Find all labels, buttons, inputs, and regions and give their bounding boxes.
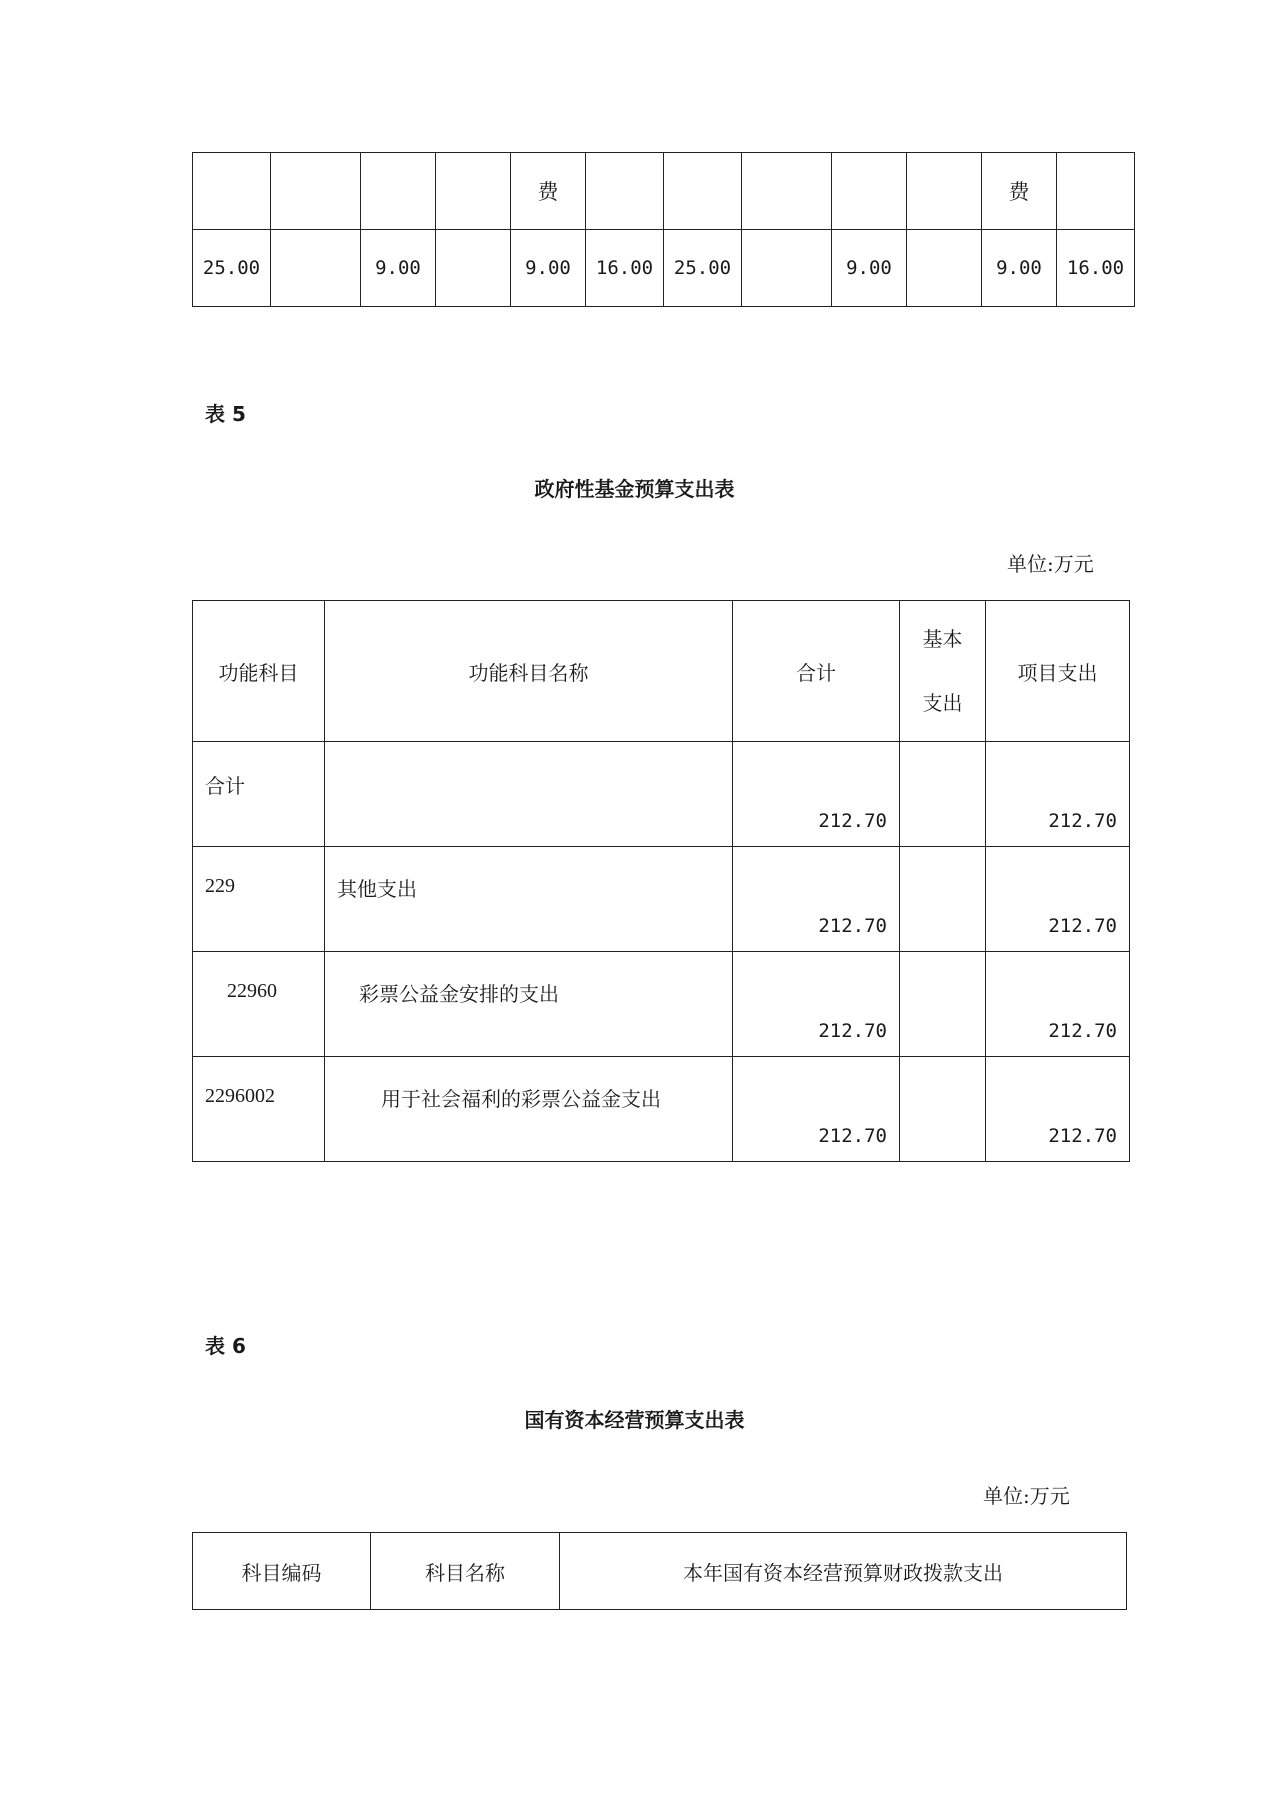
row-basic xyxy=(900,847,986,952)
fragment-header-cell: 费 xyxy=(982,153,1057,230)
header-subject-name: 科目名称 xyxy=(371,1533,560,1610)
fragment-header-cell xyxy=(193,153,271,230)
header-subject-code: 科目编码 xyxy=(193,1533,371,1610)
header-project-expenditure: 项目支出 xyxy=(986,601,1130,742)
table5-header-row xyxy=(193,601,1130,742)
header-basic-line2: 支出 xyxy=(922,691,963,715)
fragment-value-cell: 16.00 xyxy=(586,230,664,307)
fragment-header-cell xyxy=(436,153,511,230)
fragment-value-cell xyxy=(436,230,511,307)
row-project: 212.70 xyxy=(986,742,1130,847)
row-total: 212.70 xyxy=(733,742,900,847)
row-name: 用于社会福利的彩票公益金支出 xyxy=(325,1057,733,1162)
row-code: 229 xyxy=(193,847,325,952)
fragment-value-cell xyxy=(907,230,982,307)
table6-unit: 单位:万元 xyxy=(983,1484,1070,1508)
row-project: 212.70 xyxy=(986,1057,1130,1162)
fragment-value-cell: 25.00 xyxy=(193,230,271,307)
fragment-value-cell: 9.00 xyxy=(982,230,1057,307)
row-code: 合计 xyxy=(193,742,325,847)
row-project: 212.70 xyxy=(986,952,1130,1057)
row-project: 212.70 xyxy=(986,847,1130,952)
row-code: 22960 xyxy=(193,952,325,1057)
table5-label: 表 5 xyxy=(205,402,246,426)
fragment-header-row xyxy=(193,153,1135,230)
fragment-header-cell xyxy=(361,153,436,230)
fragment-header-cell xyxy=(1057,153,1135,230)
fragment-value-cell: 16.00 xyxy=(1057,230,1135,307)
fragment-header-cell xyxy=(742,153,832,230)
fragment-header-cell: 费 xyxy=(511,153,586,230)
table5-unit: 单位:万元 xyxy=(1007,552,1094,576)
header-appropriation-expenditure: 本年国有资本经营预算财政拨款支出 xyxy=(560,1533,1127,1610)
fragment-value-cell: 9.00 xyxy=(832,230,907,307)
row-basic xyxy=(900,1057,986,1162)
row-code: 2296002 xyxy=(193,1057,325,1162)
fragment-header-cell xyxy=(832,153,907,230)
row-name xyxy=(325,742,733,847)
table-row xyxy=(193,742,1130,847)
fragment-header-cell xyxy=(271,153,361,230)
fragment-value-cell: 9.00 xyxy=(361,230,436,307)
table6-header-row xyxy=(193,1533,1127,1610)
row-basic xyxy=(900,742,986,847)
table6-label: 表 6 xyxy=(205,1334,246,1358)
previous-table-fragment xyxy=(192,152,1135,307)
fragment-value-cell xyxy=(742,230,832,307)
row-name: 彩票公益金安排的支出 xyxy=(325,952,733,1057)
fragment-value-cell: 25.00 xyxy=(664,230,742,307)
fragment-value-row xyxy=(193,230,1135,307)
government-fund-expenditure-table xyxy=(192,600,1130,1162)
table6-title: 国有资本经营预算支出表 xyxy=(524,1408,745,1432)
fragment-header-cell xyxy=(586,153,664,230)
table5-title: 政府性基金预算支出表 xyxy=(534,477,735,501)
state-capital-expenditure-table xyxy=(192,1532,1127,1610)
fragment-header-cell xyxy=(907,153,982,230)
fragment-value-cell xyxy=(271,230,361,307)
header-function-code: 功能科目 xyxy=(193,601,325,742)
table-row xyxy=(193,952,1130,1057)
header-function-name: 功能科目名称 xyxy=(325,601,733,742)
header-basic-expenditure xyxy=(900,601,986,742)
table-row xyxy=(193,847,1130,952)
fragment-header-cell xyxy=(664,153,742,230)
row-total: 212.70 xyxy=(733,1057,900,1162)
header-total: 合计 xyxy=(733,601,900,742)
row-total: 212.70 xyxy=(733,847,900,952)
table-row xyxy=(193,1057,1130,1162)
row-basic xyxy=(900,952,986,1057)
row-name: 其他支出 xyxy=(325,847,733,952)
fragment-value-cell: 9.00 xyxy=(511,230,586,307)
header-basic-line1: 基本 xyxy=(922,627,963,651)
row-total: 212.70 xyxy=(733,952,900,1057)
